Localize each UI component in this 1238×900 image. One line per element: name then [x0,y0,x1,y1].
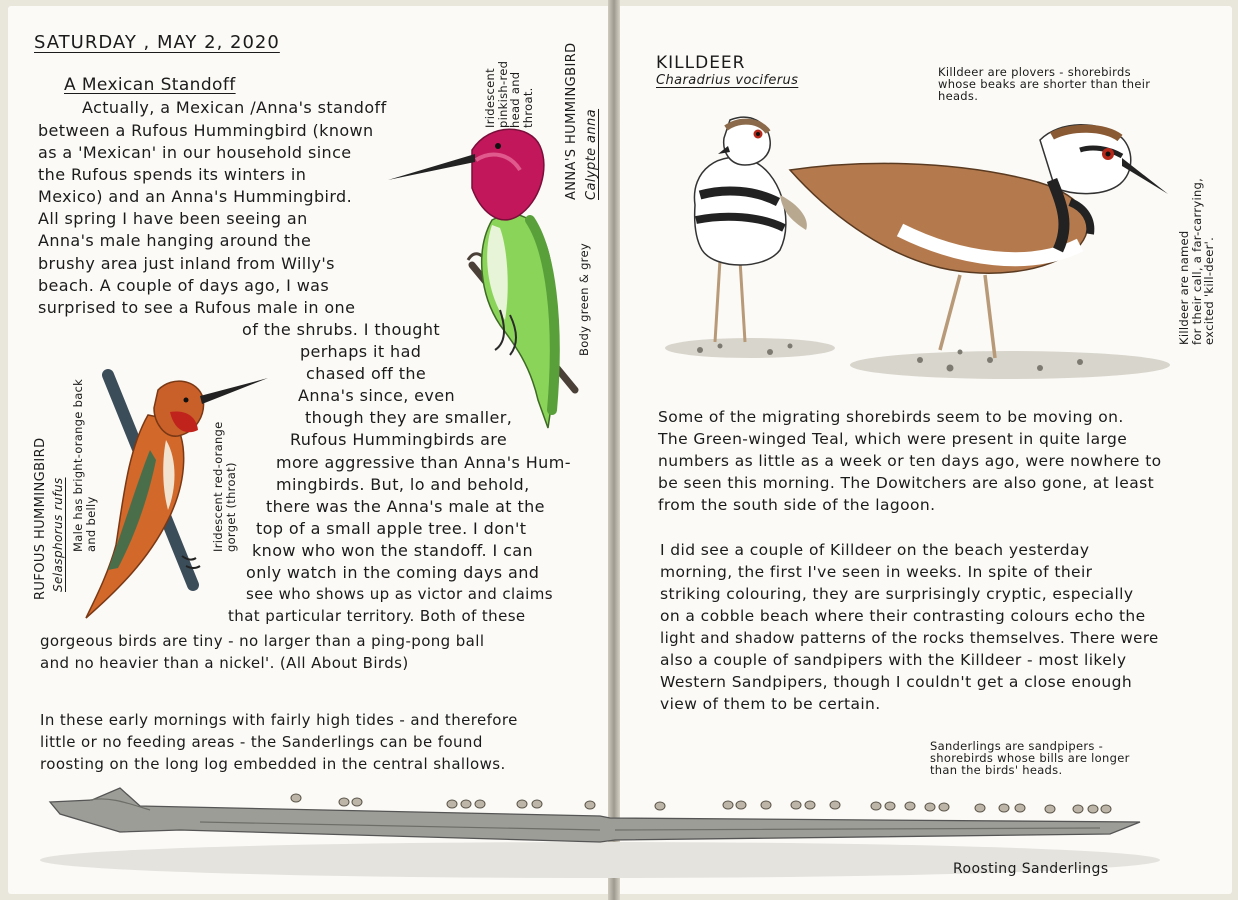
body-line: as a 'Mexican' in our household since [38,143,352,162]
rufous-hummingbird-sketch [78,370,278,620]
anna-latin-label: Calypte anna [584,108,599,200]
para-line: striking colouring, they are surprisingly cryptic, especially [660,585,1134,603]
body-line: Rufous Hummingbirds are [290,430,508,449]
anna-hummingbird-sketch [380,110,610,440]
para-line: Some of the migrating shorebirds seem to be moving on. [658,408,1124,426]
killdeer-heading: KILLDEER [656,53,746,73]
entry-heading: A Mexican Standoff [64,75,236,95]
sanderlings-caption: Roosting Sanderlings [953,861,1109,877]
body-line: All spring I have been seeing an [38,209,308,228]
body-line: more aggressive than Anna's Hum- [276,453,571,472]
body-line: Actually, a Mexican /Anna's standoff [82,98,387,117]
body-line: between a Rufous Hummingbird (known [38,121,374,140]
para-line: Western Sandpipers, though I couldn't get a close enough [660,673,1133,691]
body-line: Anna's since, even [298,386,456,405]
rufous-latin-label: Selasphorus rufus [51,477,65,592]
killdeer-call-note: Killdeer are named for their call, a far-carrying, excited 'kill-deer'. [1177,177,1217,345]
para-line: numbers as little as a week or ten days ago, were nowhere to [658,452,1162,470]
body-line: only watch in the coming days and [246,563,540,582]
anna-head-note: Iridescent pinkish-red head and throat. [483,60,535,128]
body-line: gorgeous birds are tiny - no larger than a ping-pong ball [40,632,485,650]
body-line: know who won the standoff. I can [252,541,534,560]
sanderling-log-sketch [0,770,1238,900]
body-line: that particular territory. Both of these [228,607,526,625]
rufous-gorget-note: Iridescent red-orange gorget (throat) [211,421,238,552]
body-line: though they are smaller, [305,408,513,427]
para-line: also a couple of sandpipers with the Killdeer - most likely [660,651,1127,669]
body-line: brushy area just inland from Willy's [38,254,335,273]
anna-body-note: Body green & grey [577,243,591,356]
killdeer-plover-note: Killdeer are plovers - shorebirds whose beaks are shorter than their heads. [938,65,1151,104]
para-line: from the south side of the lagoon. [658,496,936,514]
sanderling-note: Sanderlings are sandpipers - shorebirds whose bills are longer than the birds' heads. [930,739,1130,778]
body-line: mingbirds. But, lo and behold, [276,475,530,494]
killdeer-sketch [660,110,1180,400]
entry-date: SATURDAY , MAY 2, 2020 [34,32,280,53]
para-line: on a cobble beach where their contrasting colours echo the [660,607,1146,625]
body-line: of the shrubs. I thought [242,320,441,339]
body-line: there was the Anna's male at the [266,497,545,516]
body-line: beach. A couple of days ago, I was [38,276,330,295]
body-line: top of a small apple tree. I don't [256,519,527,538]
body-line: chased off the [306,364,427,383]
sanderling-line: roosting on the long log embedded in the central shallows. [40,755,506,773]
rufous-name-label: RUFOUS HUMMINGBIRD [33,437,48,600]
para-line: morning, the first I've seen in weeks. In spite of their [660,563,1093,581]
para-line: view of them to be certain. [660,695,881,713]
para-line: The Green-winged Teal, which were present in quite large [658,430,1128,448]
body-line: surprised to see a Rufous male in one [38,298,356,317]
sanderling-line: In these early mornings with fairly high tides - and therefore [40,711,518,729]
para-line: be seen this morning. The Dowitchers are also gone, at least [658,474,1155,492]
body-line: perhaps it had [300,342,422,361]
anna-name-label: ANNA'S HUMMINGBIRD [564,42,579,200]
body-line: see who shows up as victor and claims [246,585,553,603]
killdeer-latin: Charadrius vociferus [656,73,799,88]
body-line: Anna's male hanging around the [38,231,312,250]
body-line: Mexico) and an Anna's Hummingbird. [38,187,353,206]
para-line: I did see a couple of Killdeer on the beach yesterday [660,541,1090,559]
body-line: the Rufous spends its winters in [38,165,307,184]
sanderling-line: little or no feeding areas - the Sanderlings can be found [40,733,483,751]
rufous-male-note: Male has bright-orange back and belly [71,378,98,552]
para-line: light and shadow patterns of the rocks themselves. There were [660,629,1159,647]
body-line: and no heavier than a nickel'. (All About Birds) [40,654,409,672]
